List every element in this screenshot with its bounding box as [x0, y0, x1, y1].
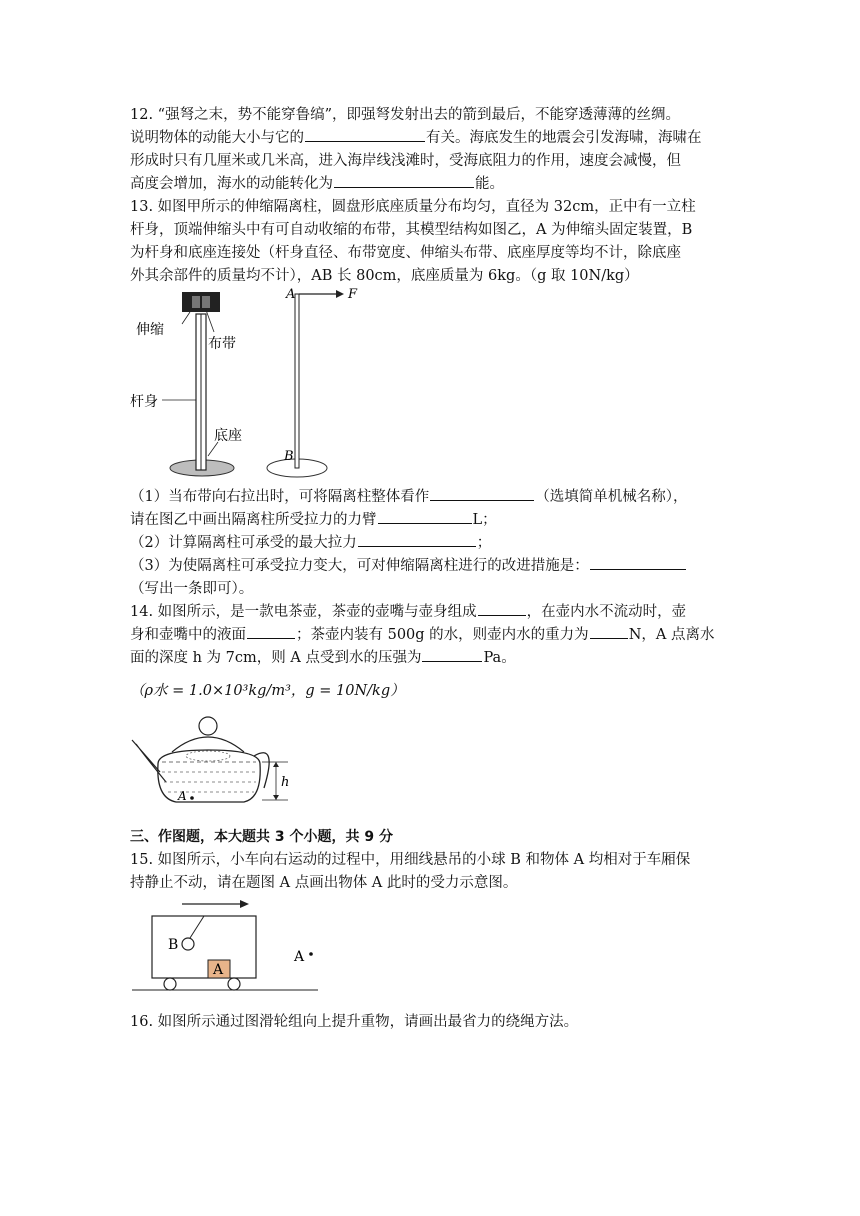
q12-line-4: 高度会增加，海水的动能转化为 能。	[130, 173, 504, 195]
q15-label-box-A: A	[213, 962, 224, 978]
q14-point-A	[190, 796, 194, 800]
q14-h-arrow-down	[273, 795, 279, 800]
q12-blank-1[interactable]	[305, 127, 425, 142]
q14-line-3: 面的深度 h 为 7cm，则 A 点受到水的压强为 Pa。	[130, 647, 516, 669]
q13-leader-belt	[206, 310, 214, 332]
q13-leader-base	[208, 442, 218, 456]
q13-leader-stretch	[182, 312, 190, 324]
q13-line-3: 为杆身和底座连接处（杆身直径、布带宽度、伸缩头布带、底座厚度等均不计，除底座	[130, 245, 681, 261]
q15-point-A	[309, 952, 313, 956]
q16-line-1: 16. 如图所示通过图滑轮组向上提升重物，请画出最省力的绕绳方法。	[130, 1014, 579, 1030]
q14-lid-knob	[199, 717, 217, 735]
q13-blank-2[interactable]	[378, 509, 472, 524]
q15-label-point-A: A	[294, 949, 305, 965]
q13-label-B: B	[284, 449, 294, 464]
q13-stretch-head	[182, 292, 220, 312]
q13-part-2: （2）计算隔离柱可承受的最大拉力 ；	[130, 532, 491, 554]
q13-label-F: F	[348, 287, 358, 302]
q13-label-stretch: 伸缩	[136, 322, 164, 338]
q14-formula: （ρ水 = 1.0×10³kg/m³，g = 10N/kg）	[130, 683, 405, 699]
q15-label-B: B	[168, 937, 179, 953]
q13-part-1-line-1: （1）当布带向右拉出时，可将隔离柱整体看作 （选填简单机械名称），	[130, 486, 687, 508]
q14-label-h: h	[281, 775, 290, 790]
q15-ball-B	[182, 938, 194, 950]
q15-wheel-right	[228, 978, 240, 990]
q13-part-3-line-1: （3）为使隔离柱可承受拉力变大，可对伸缩隔离柱进行的改进措施是：	[130, 555, 687, 577]
q12-line-2: 说明物体的动能大小与它的 有关。海底发生的地震会引发海啸，海啸在	[130, 127, 702, 149]
q12-blank-2[interactable]	[334, 173, 474, 188]
q13-blank-3[interactable]	[358, 532, 476, 547]
q13-model-pole	[295, 294, 299, 468]
q13-line-2: 杆身，顶端伸缩头中有可自动收缩的布带，其模型结构如图乙，A 为伸缩头固定装置，B	[130, 222, 693, 238]
q14-blank-1[interactable]	[478, 601, 526, 616]
q13-label-belt: 布带	[208, 336, 236, 352]
q12-line-1: 12. “强弩之末，势不能穿鲁缟”，即强弩发射出去的箭到最后，不能穿透薄薄的丝绸。	[130, 107, 680, 123]
q15-line-2: 持静止不动，请在题图 A 点画出物体 A 此时的受力示意图。	[130, 875, 518, 891]
q13-part-3-line-2: （写出一条即可）。	[130, 581, 254, 597]
q13-figure	[130, 284, 370, 484]
q13-label-base: 底座	[214, 428, 242, 444]
q13-blank-1[interactable]	[430, 486, 534, 501]
q15-line-1: 15. 如图所示，小车向右运动的过程中，用细线悬吊的小球 B 和物体 A 均相对于车厢保	[130, 852, 691, 868]
q13-force-arrowhead	[336, 290, 344, 298]
q14-body	[158, 750, 260, 802]
q14-blank-4[interactable]	[422, 647, 482, 662]
q15-motion-arrowhead	[240, 900, 249, 908]
q13-line-1: 13. 如图甲所示的伸缩隔离柱，圆盘形底座质量分布均匀，直径为 32cm，正中有一立柱	[130, 199, 696, 215]
q14-line-1: 14. 如图所示，是一款电茶壶，茶壶的壶嘴与壶身组成 ，在壶内水不流动时，壶	[130, 601, 686, 623]
q14-label-A: A	[178, 789, 187, 803]
q13-head-slot	[192, 296, 200, 308]
q14-h-arrow-up	[273, 762, 279, 767]
q12-line-3: 形成时只有几厘米或几米高，进入海岸线浅滩时，受海底阻力的作用，速度会减慢，但	[130, 153, 681, 169]
section-3-heading: 三、作图题，本大题共 3 个小题，共 9 分	[130, 829, 393, 845]
q15-cart-figure	[128, 894, 328, 994]
q13-label-pole: 杆身	[130, 394, 158, 410]
q14-blank-2[interactable]	[247, 624, 295, 639]
q13-head-slot-2	[202, 296, 210, 308]
q13-label-A: A	[286, 287, 296, 302]
q14-teapot-figure	[128, 712, 298, 812]
q13-blank-4[interactable]	[590, 555, 686, 570]
q14-blank-3[interactable]	[590, 624, 628, 639]
q13-line-4: 外其余部件的质量均不计），AB 长 80cm，底座质量为 6kg。（g 取 10N/kg）	[130, 268, 639, 284]
q14-line-2: 身和壶嘴中的液面 ；茶壶内装有 500g 的水，则壶内水的重力为 N，A 点离水	[130, 624, 714, 646]
q15-wheel-left	[164, 978, 176, 990]
q13-part-1-line-2: 请在图乙中画出隔离柱所受拉力的力臂 L；	[130, 509, 497, 531]
